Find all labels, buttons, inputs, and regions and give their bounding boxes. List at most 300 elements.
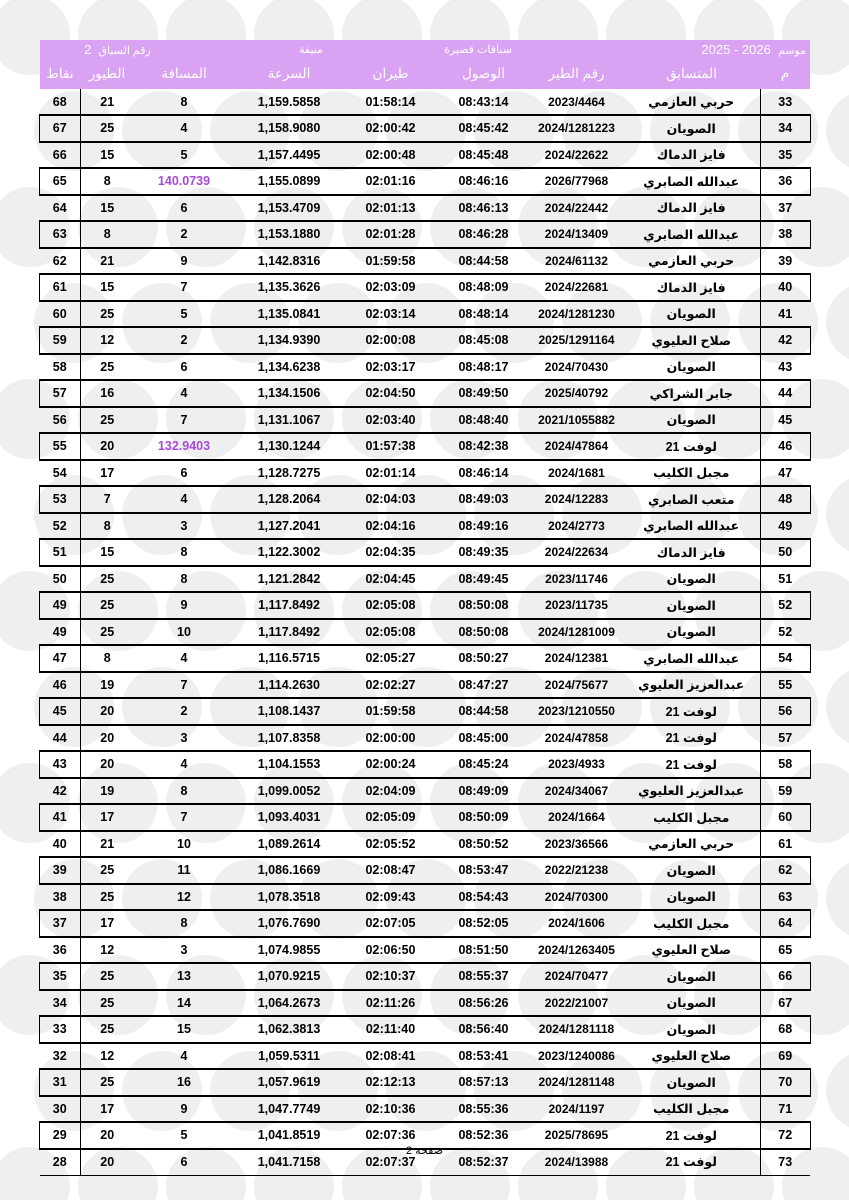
flight-time-cell: 01:59:58 xyxy=(365,253,416,268)
rank-cell: 40 xyxy=(760,274,810,301)
speed-cell: 1,134.9390 xyxy=(257,333,321,348)
table-header xyxy=(40,40,810,89)
birds-cell: 12 xyxy=(100,942,115,957)
birds-cell: 25 xyxy=(100,359,115,374)
speed-cell: 1,153.1880 xyxy=(257,227,321,242)
table-row xyxy=(40,963,810,990)
ring-number-cell: 2024/1263405 xyxy=(538,942,615,957)
arrival-time-cell: 08:56:26 xyxy=(458,995,509,1010)
flight-time-cell: 02:00:08 xyxy=(365,333,416,348)
rank-cell: 37 xyxy=(760,195,810,222)
arrival-time-cell: 08:49:16 xyxy=(458,518,509,533)
column-header-speed: السرعة xyxy=(267,66,311,81)
points-cell: 41 xyxy=(40,804,80,831)
points-cell: 40 xyxy=(40,831,80,858)
ring-number-cell: 2024/13988 xyxy=(544,1154,609,1169)
table-row xyxy=(40,142,810,169)
arrival-time-cell: 08:49:45 xyxy=(458,571,509,586)
birds-cell: 17 xyxy=(100,1101,115,1116)
arrival-time-cell: 08:50:27 xyxy=(458,651,509,666)
competitor-cell: الصويان xyxy=(666,572,716,587)
table-row xyxy=(40,89,810,115)
competitor-cell: الصويان xyxy=(666,969,716,984)
ring-number-cell: 2022/21238 xyxy=(544,863,609,878)
watermark-emblem xyxy=(826,91,849,171)
arrival-time-cell: 08:48:17 xyxy=(458,359,509,374)
points-cell: 68 xyxy=(40,89,80,115)
ring-number-cell: 2022/21007 xyxy=(544,995,609,1010)
flight-time-cell: 02:01:14 xyxy=(365,465,416,480)
season-years: 2026 - 2025 xyxy=(701,42,771,57)
watermark-emblem xyxy=(826,859,849,939)
table-row xyxy=(40,751,810,778)
competitor-cell: مجبل الكليب xyxy=(653,466,730,481)
flight-time-cell: 02:04:03 xyxy=(365,492,416,507)
points-cell: 45 xyxy=(40,698,80,725)
rank-cell: 42 xyxy=(760,327,810,354)
birds-cell: 17 xyxy=(100,465,115,480)
flight-time-cell: 02:05:27 xyxy=(365,651,416,666)
table-row xyxy=(40,672,810,699)
distance-cell: 6 xyxy=(180,200,188,215)
distance-cell: 3 xyxy=(180,942,188,957)
column-header-ring: رقم الطير xyxy=(548,66,605,81)
ring-number-cell: 2026/77968 xyxy=(544,174,609,189)
birds-cell: 8 xyxy=(103,518,111,533)
competitor-cell: فايز الدماك xyxy=(656,545,726,560)
distance-cell: 13 xyxy=(177,969,191,984)
speed-cell: 1,155.0899 xyxy=(257,174,321,189)
birds-cell: 25 xyxy=(100,571,115,586)
table-row xyxy=(40,1096,810,1123)
column-header-flight: طيران xyxy=(372,66,409,81)
points-cell: 39 xyxy=(40,857,80,884)
ring-number-cell: 2024/22622 xyxy=(544,147,609,162)
speed-cell: 1,107.8358 xyxy=(257,730,321,745)
speed-cell: 1,086.1669 xyxy=(257,863,321,878)
rank-cell: 72 xyxy=(760,1122,810,1149)
table-row xyxy=(40,566,810,593)
distance-cell: 3 xyxy=(180,518,188,533)
race-number-info xyxy=(40,42,195,57)
rank-cell: 38 xyxy=(760,221,810,248)
distance-cell: 8 xyxy=(180,545,188,560)
table-row xyxy=(40,592,810,619)
ring-number-cell: 2024/1606 xyxy=(548,916,605,931)
birds-cell: 12 xyxy=(100,333,115,348)
ring-number-cell: 2023/4933 xyxy=(548,757,605,772)
ring-number-cell: 2024/1681 xyxy=(548,465,605,480)
distance-cell: 2 xyxy=(180,704,188,719)
ring-number-cell: 2025/1291164 xyxy=(538,333,615,348)
ring-number-cell: 2024/70430 xyxy=(544,359,609,374)
arrival-time-cell: 08:47:27 xyxy=(458,677,509,692)
ring-number-cell: 2021/1055882 xyxy=(538,412,615,427)
speed-cell: 1,127.2041 xyxy=(257,518,321,533)
points-cell: 43 xyxy=(40,751,80,778)
table-row xyxy=(40,910,810,937)
speed-cell: 1,117.8492 xyxy=(258,624,320,639)
speed-cell: 1,041.7158 xyxy=(257,1154,321,1169)
arrival-time-cell: 08:52:05 xyxy=(458,916,509,931)
competitor-cell: حربي العازمي xyxy=(648,837,735,852)
rank-cell: 44 xyxy=(760,380,810,407)
race-number: 2 xyxy=(84,42,92,57)
distance-cell: 8 xyxy=(180,783,188,798)
rank-cell: 70 xyxy=(760,1069,810,1096)
arrival-time-cell: 08:53:41 xyxy=(458,1048,509,1063)
ring-number-cell: 2023/4464 xyxy=(548,94,605,109)
ring-number-cell: 2024/22681 xyxy=(544,280,609,295)
speed-cell: 1,121.2842 xyxy=(257,571,321,586)
distance-cell: 16 xyxy=(177,1075,191,1090)
ring-number-cell: 2025/40792 xyxy=(544,386,609,401)
competitor-cell: الصويان xyxy=(666,1075,716,1090)
competitor-cell: الصويان xyxy=(666,307,716,322)
rank-cell: 33 xyxy=(760,89,810,115)
arrival-time-cell: 08:45:24 xyxy=(458,757,509,772)
flight-time-cell: 02:03:09 xyxy=(365,280,416,295)
ring-number-cell: 2024/1664 xyxy=(548,810,605,825)
flight-time-cell: 02:01:16 xyxy=(365,174,416,189)
flight-time-cell: 02:11:26 xyxy=(365,995,416,1010)
distance-cell: 2 xyxy=(180,333,188,348)
competitor-cell: الصويان xyxy=(666,360,716,375)
flight-time-cell: 02:04:09 xyxy=(365,783,416,798)
birds-cell: 8 xyxy=(103,651,111,666)
arrival-time-cell: 08:54:43 xyxy=(458,889,509,904)
rank-cell: 60 xyxy=(760,804,810,831)
arrival-time-cell: 08:45:00 xyxy=(458,730,509,745)
results-table xyxy=(40,89,810,1176)
column-header-birds: الطيور xyxy=(88,66,126,81)
ring-number-cell: 2024/1281118 xyxy=(538,1022,615,1037)
page-number: صفحة 2 xyxy=(405,1145,444,1157)
flight-time-cell: 02:05:52 xyxy=(365,836,416,851)
birds-cell: 25 xyxy=(100,995,115,1010)
birds-cell: 20 xyxy=(100,439,115,454)
birds-cell: 15 xyxy=(100,545,115,560)
rank-cell: 39 xyxy=(760,248,810,275)
rank-cell: 49 xyxy=(760,513,810,540)
distance-cell: 9 xyxy=(180,1101,188,1116)
distance-cell: 9 xyxy=(180,253,188,268)
rank-cell: 65 xyxy=(760,937,810,964)
rank-cell: 73 xyxy=(760,1149,810,1176)
table-row xyxy=(40,327,810,354)
arrival-time-cell: 08:50:08 xyxy=(458,624,509,639)
speed-cell: 1,116.5715 xyxy=(258,651,320,666)
competitor-cell: حربي العازمي xyxy=(648,254,735,269)
rank-cell: 50 xyxy=(760,539,810,566)
points-cell: 56 xyxy=(40,407,80,434)
distance-cell: 10 xyxy=(177,624,191,639)
competitor-cell: لوفت 21 xyxy=(665,439,717,454)
arrival-time-cell: 08:45:42 xyxy=(458,121,509,136)
table-row xyxy=(40,619,810,646)
column-header-points: نقاط xyxy=(46,66,74,81)
competitor-cell: عبدالعزيز العليوي xyxy=(638,784,745,799)
flight-time-cell: 02:10:36 xyxy=(365,1101,416,1116)
birds-cell: 8 xyxy=(103,227,111,242)
speed-cell: 1,104.1553 xyxy=(257,757,321,772)
table-row xyxy=(40,354,810,381)
speed-cell: 1,059.5311 xyxy=(258,1048,320,1063)
arrival-time-cell: 08:52:37 xyxy=(458,1154,509,1169)
table-row xyxy=(40,380,810,407)
flight-time-cell: 02:11:40 xyxy=(365,1022,416,1037)
speed-cell: 1,074.9855 xyxy=(257,942,321,957)
rank-cell: 57 xyxy=(760,725,810,752)
arrival-time-cell: 08:46:13 xyxy=(458,200,509,215)
table-row xyxy=(40,645,810,672)
speed-cell: 1,157.4495 xyxy=(257,147,321,162)
arrival-time-cell: 08:46:28 xyxy=(458,227,509,242)
season-info xyxy=(620,42,810,57)
rank-cell: 59 xyxy=(760,778,810,805)
distance-cell: 5 xyxy=(180,306,188,321)
points-cell: 44 xyxy=(40,725,80,752)
competitor-cell: الصويان xyxy=(666,413,716,428)
speed-cell: 1,117.8492 xyxy=(258,598,320,613)
points-cell: 28 xyxy=(40,1149,80,1176)
points-cell: 34 xyxy=(40,990,80,1017)
distance-cell: 4 xyxy=(180,121,188,136)
table-row xyxy=(40,486,810,513)
speed-cell: 1,108.1437 xyxy=(257,704,321,719)
speed-cell: 1,064.2673 xyxy=(257,995,321,1010)
watermark-emblem xyxy=(826,1051,849,1131)
arrival-time-cell: 08:52:36 xyxy=(458,1128,509,1143)
flight-time-cell: 02:09:43 xyxy=(365,889,416,904)
ring-number-cell: 2024/1281009 xyxy=(538,624,615,639)
speed-cell: 1,099.0052 xyxy=(257,783,321,798)
distance-cell: 140.0739 xyxy=(157,174,211,189)
table-row xyxy=(40,221,810,248)
birds-cell: 21 xyxy=(100,253,115,268)
flight-time-cell: 02:00:48 xyxy=(365,147,416,162)
table-row xyxy=(40,937,810,964)
birds-cell: 12 xyxy=(100,1048,115,1063)
table-row xyxy=(40,857,810,884)
ring-number-cell: 2024/12381 xyxy=(544,651,609,666)
speed-cell: 1,131.1067 xyxy=(257,412,321,427)
rank-cell: 48 xyxy=(760,486,810,513)
competitor-cell: عبدالعزيز العليوي xyxy=(638,678,745,693)
speed-cell: 1,078.3518 xyxy=(257,889,321,904)
birds-cell: 25 xyxy=(100,306,115,321)
distance-cell: 7 xyxy=(180,677,188,692)
distance-cell: 11 xyxy=(177,863,191,878)
competitor-cell: عبدالله الصابري xyxy=(643,519,740,534)
birds-cell: 16 xyxy=(100,386,115,401)
distance-cell: 3 xyxy=(180,730,188,745)
distance-cell: 8 xyxy=(180,916,188,931)
birds-cell: 20 xyxy=(100,1154,115,1169)
points-cell: 60 xyxy=(40,301,80,328)
speed-cell: 1,158.9080 xyxy=(257,121,321,136)
arrival-time-cell: 08:45:48 xyxy=(458,147,509,162)
arrival-time-cell: 08:48:09 xyxy=(458,280,509,295)
table-row xyxy=(40,460,810,487)
arrival-time-cell: 08:46:16 xyxy=(458,174,509,189)
column-header-arrival: الوصول xyxy=(461,66,506,81)
column-header-distance: المسافة xyxy=(161,66,207,81)
speed-cell: 1,089.2614 xyxy=(257,836,321,851)
flight-time-cell: 02:05:08 xyxy=(365,624,416,639)
points-cell: 30 xyxy=(40,1096,80,1123)
distance-cell: 8 xyxy=(180,571,188,586)
points-cell: 29 xyxy=(40,1122,80,1149)
competitor-cell: لوفت 21 xyxy=(665,731,717,746)
ring-number-cell: 2024/70300 xyxy=(544,889,609,904)
table-row xyxy=(40,698,810,725)
competitor-cell: عبدالله الصابري xyxy=(643,174,740,189)
points-cell: 59 xyxy=(40,327,80,354)
arrival-time-cell: 08:49:03 xyxy=(458,492,509,507)
race-type: سباقات قصيرة xyxy=(444,44,512,56)
distance-cell: 6 xyxy=(180,1154,188,1169)
table-row xyxy=(40,513,810,540)
speed-cell: 1,093.4031 xyxy=(257,810,321,825)
points-cell: 42 xyxy=(40,778,80,805)
birds-cell: 15 xyxy=(100,200,115,215)
birds-cell: 20 xyxy=(100,704,115,719)
ring-number-cell: 2023/11746 xyxy=(545,571,608,586)
distance-cell: 9 xyxy=(180,598,188,613)
arrival-time-cell: 08:42:38 xyxy=(458,439,509,454)
birds-cell: 20 xyxy=(100,1128,115,1143)
points-cell: 53 xyxy=(40,486,80,513)
points-cell: 57 xyxy=(40,380,80,407)
ring-number-cell: 2024/12283 xyxy=(544,492,609,507)
points-cell: 62 xyxy=(40,248,80,275)
rank-cell: 62 xyxy=(760,857,810,884)
distance-cell: 14 xyxy=(177,995,191,1010)
rank-cell: 61 xyxy=(760,831,810,858)
rank-cell: 47 xyxy=(760,460,810,487)
ring-number-cell: 2024/1281230 xyxy=(538,306,615,321)
header-columns-row xyxy=(40,59,810,89)
rank-cell: 51 xyxy=(760,566,810,593)
competitor-cell: لوفت 21 xyxy=(665,757,717,772)
points-cell: 33 xyxy=(40,1016,80,1043)
rank-cell: 71 xyxy=(760,1096,810,1123)
ring-number-cell: 2024/34067 xyxy=(544,783,609,798)
speed-cell: 1,134.6238 xyxy=(257,359,321,374)
column-header-competitor: المتسابق xyxy=(666,66,717,81)
speed-cell: 1,159.5858 xyxy=(257,94,321,109)
competitor-cell: صلاح العليوي xyxy=(651,943,732,958)
birds-cell: 15 xyxy=(100,147,115,162)
birds-cell: 25 xyxy=(100,969,115,984)
ring-number-cell: 2024/22442 xyxy=(544,200,609,215)
ring-number-cell: 2024/75677 xyxy=(544,677,609,692)
distance-cell: 7 xyxy=(180,810,188,825)
flight-time-cell: 02:01:13 xyxy=(365,200,416,215)
points-cell: 46 xyxy=(40,672,80,699)
ring-number-cell: 2024/22634 xyxy=(544,545,609,560)
arrival-time-cell: 08:45:08 xyxy=(458,333,509,348)
distance-cell: 8 xyxy=(180,94,188,109)
points-cell: 51 xyxy=(40,539,80,566)
flight-time-cell: 02:02:27 xyxy=(365,677,416,692)
table-row xyxy=(40,274,810,301)
competitor-cell: فايز الدماك xyxy=(656,280,726,295)
flight-time-cell: 02:12:13 xyxy=(365,1075,416,1090)
points-cell: 38 xyxy=(40,884,80,911)
speed-cell: 1,128.7275 xyxy=(257,465,321,480)
watermark-emblem xyxy=(826,667,849,747)
flight-time-cell: 02:10:37 xyxy=(365,969,416,984)
rank-cell: 45 xyxy=(760,407,810,434)
birds-cell: 21 xyxy=(100,836,115,851)
distance-cell: 132.9403 xyxy=(157,439,211,454)
distance-cell: 4 xyxy=(180,757,188,772)
speed-cell: 1,142.8316 xyxy=(257,253,321,268)
birds-cell: 25 xyxy=(100,624,115,639)
table-row xyxy=(40,539,810,566)
birds-cell: 25 xyxy=(100,863,115,878)
rank-cell: 52 xyxy=(760,592,810,619)
table-row xyxy=(40,248,810,275)
distance-cell: 6 xyxy=(180,465,188,480)
rank-cell: 34 xyxy=(760,115,810,142)
competitor-cell: الصويان xyxy=(666,598,716,613)
birds-cell: 19 xyxy=(100,677,115,692)
birds-cell: 25 xyxy=(100,598,115,613)
birds-cell: 25 xyxy=(100,889,115,904)
ring-number-cell: 2025/78695 xyxy=(544,1128,609,1143)
ring-number-cell: 2024/70477 xyxy=(544,969,609,984)
race-region: منيفة xyxy=(299,44,323,56)
rank-cell: 68 xyxy=(760,1016,810,1043)
ring-number-cell: 2024/13409 xyxy=(544,227,609,242)
table-row xyxy=(40,1016,810,1043)
flight-time-cell: 02:08:41 xyxy=(365,1048,416,1063)
arrival-time-cell: 08:43:14 xyxy=(458,94,509,109)
rank-cell: 63 xyxy=(760,884,810,911)
table-row xyxy=(40,407,810,434)
flight-time-cell: 02:07:36 xyxy=(365,1128,416,1143)
ring-number-cell: 2023/36566 xyxy=(544,836,609,851)
points-cell: 66 xyxy=(40,142,80,169)
watermark-emblem xyxy=(826,475,849,555)
birds-cell: 20 xyxy=(100,757,115,772)
table-row xyxy=(40,831,810,858)
table-row xyxy=(40,115,810,142)
speed-cell: 1,128.2064 xyxy=(257,492,321,507)
ring-number-cell: 2024/2773 xyxy=(548,518,605,533)
speed-cell: 1,122.3002 xyxy=(257,545,321,560)
rank-cell: 55 xyxy=(760,672,810,699)
arrival-time-cell: 08:48:14 xyxy=(458,306,509,321)
points-cell: 54 xyxy=(40,460,80,487)
speed-cell: 1,062.3813 xyxy=(257,1022,321,1037)
birds-cell: 25 xyxy=(100,412,115,427)
distance-cell: 4 xyxy=(180,386,188,401)
arrival-time-cell: 08:50:09 xyxy=(458,810,509,825)
ring-number-cell: 2024/47858 xyxy=(544,730,609,745)
arrival-time-cell: 08:49:50 xyxy=(458,386,509,401)
points-cell: 32 xyxy=(40,1043,80,1070)
header-info-row xyxy=(40,40,810,59)
points-cell: 61 xyxy=(40,274,80,301)
flight-time-cell: 02:04:45 xyxy=(365,571,416,586)
points-cell: 31 xyxy=(40,1069,80,1096)
flight-time-cell: 02:03:14 xyxy=(365,306,416,321)
competitor-cell: الصويان xyxy=(666,890,716,905)
